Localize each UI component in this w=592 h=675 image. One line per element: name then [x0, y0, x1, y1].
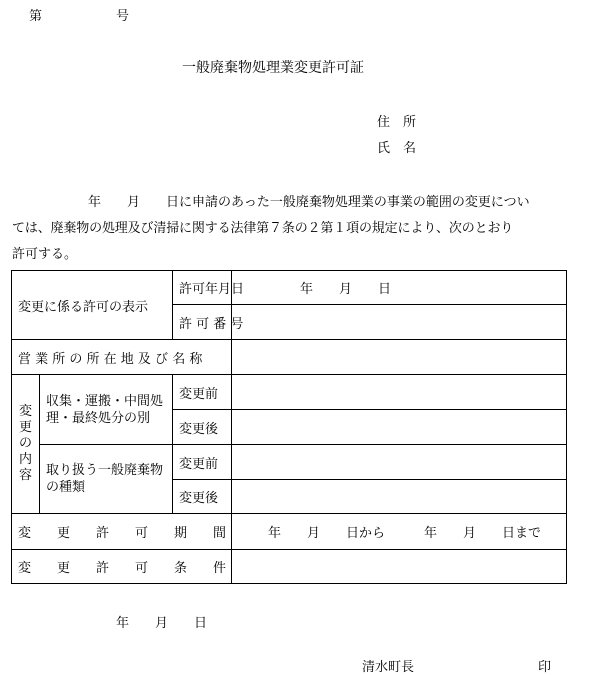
name-label: 氏 名 — [377, 141, 417, 156]
category-before-label: 変更前 — [173, 375, 232, 410]
conditions-label: 変 更 許 可 条 件 — [12, 550, 232, 584]
permit-date-label: 許可年月日 — [173, 271, 232, 305]
seal-mark: 印 — [538, 660, 552, 675]
waste-type-before-row — [12, 445, 567, 480]
category-label: 収集・運搬・中間処理・最終処分の別 — [40, 375, 173, 445]
permit-number-value — [232, 305, 567, 340]
issuer-name: 清水町長 — [362, 660, 415, 675]
office-label: 営 業 所 の 所 在 地 及 び 名 称 — [12, 340, 232, 375]
address-label: 住 所 — [377, 115, 417, 130]
permit-date-row — [12, 271, 567, 305]
waste-type-label: 取り扱う一般廃棄物の種類 — [40, 445, 173, 514]
number-suffix: 号 — [116, 9, 130, 24]
office-row — [12, 340, 567, 375]
change-content-label: 変 更 の 内 容 — [12, 375, 40, 514]
waste-type-before-label: 変更前 — [173, 445, 232, 480]
permit-number-label: 許 可 番 号 — [173, 305, 232, 340]
permit-number-line — [29, 5, 42, 24]
permit-display-label: 変更に係る許可の表示 — [12, 271, 173, 340]
waste-type-after-value — [232, 480, 567, 514]
permit-date-value: 年 月 日 — [232, 271, 567, 305]
category-after-value — [232, 410, 567, 445]
body-text-line-3: 許可する。 — [12, 247, 78, 262]
body-text-line-2: ては、廃棄物の処理及び清掃に関する法律第７条の２第１項の規定により、次のとおり — [12, 221, 514, 236]
period-row — [12, 514, 567, 550]
issue-date: 年 月 日 — [116, 616, 208, 631]
conditions-value — [232, 550, 567, 584]
period-value: 年 月 日から 年 月 日まで — [232, 514, 567, 550]
conditions-row — [12, 550, 567, 584]
number-prefix: 第 — [29, 9, 43, 24]
waste-type-after-label: 変更後 — [173, 480, 232, 514]
waste-type-before-value — [232, 445, 567, 480]
period-label: 変 更 許 可 期 間 — [12, 514, 232, 550]
category-before-row — [12, 375, 567, 410]
body-text-line-1: 年 月 日に申請のあった一般廃棄物処理業の事業の範囲の変更につい — [88, 195, 530, 210]
document-title: 一般廃棄物処理業変更許可証 — [182, 60, 364, 76]
office-value — [232, 340, 567, 375]
permit-table — [11, 270, 567, 584]
category-before-value — [232, 375, 567, 410]
category-after-label: 変更後 — [173, 410, 232, 445]
